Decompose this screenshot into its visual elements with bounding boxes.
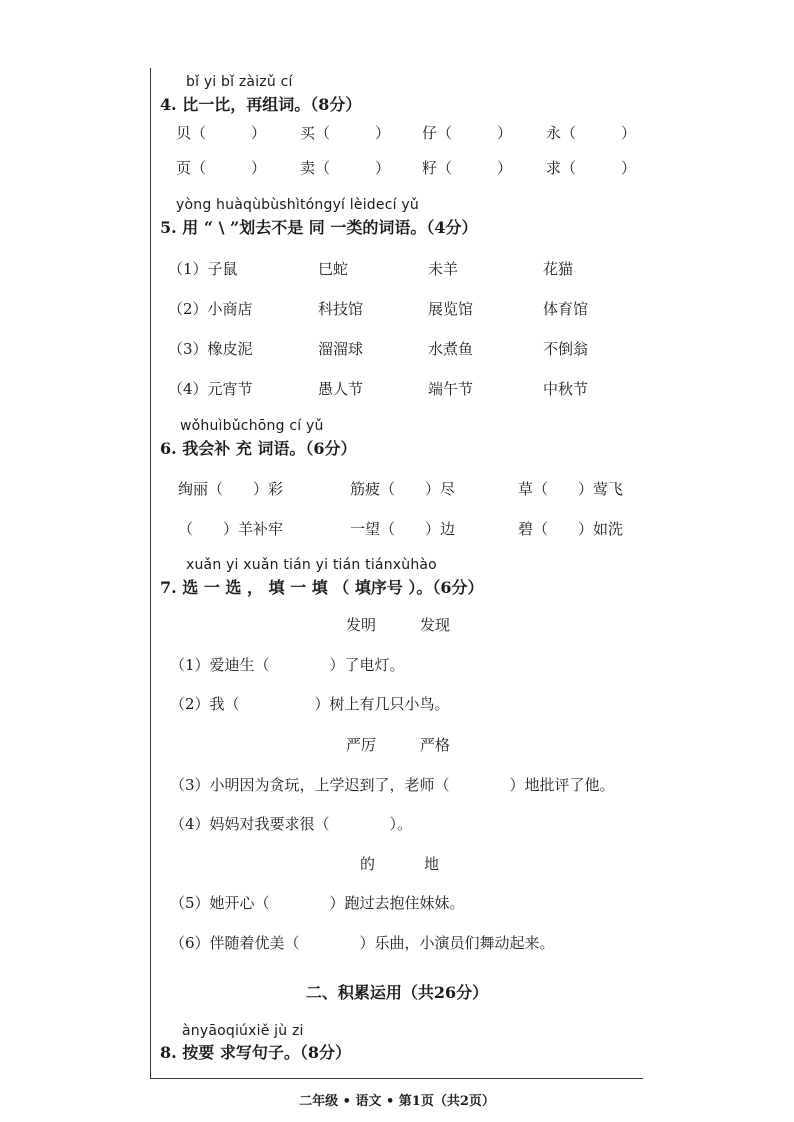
- q4-item[interactable]: 贝（ ）: [176, 124, 267, 142]
- q6-item[interactable]: 一望（ ）边: [350, 520, 456, 538]
- q7-pinyin: xuǎn yi xuǎn tián yi tián tiánxùhào: [186, 557, 437, 573]
- q7-item-1[interactable]: （1）爱迪生（ ）了电灯。: [170, 656, 405, 674]
- word-option: 的: [360, 855, 376, 873]
- q5-word[interactable]: 中秋节: [543, 380, 589, 398]
- q5-word[interactable]: 不倒翁: [543, 340, 589, 358]
- q6-pinyin: wǒhuìbǔchōng cí yǔ: [180, 418, 324, 434]
- q5-word[interactable]: （1）子鼠: [168, 260, 238, 278]
- q7-item-2[interactable]: （2）我（ ）树上有几只小鸟。: [170, 695, 450, 713]
- page-footer: 二年级 • 语文 • 第1页（共2页）: [299, 1094, 495, 1109]
- q4-item[interactable]: 求（ ）: [546, 159, 637, 177]
- q7-item-5[interactable]: （5）她开心（ ）跑过去抱住妹妹。: [170, 894, 465, 912]
- q6-item[interactable]: 绚丽（ ）彩: [178, 480, 284, 498]
- word-option: 严厉: [346, 736, 377, 754]
- q7-item-3[interactable]: （3）小明因为贪玩，上学迟到了，老师（ ）地批评了他。: [170, 776, 615, 794]
- q6-item[interactable]: （ ）羊补牢: [178, 520, 284, 538]
- q4-title: 4. 比一比，再组词。（8分）: [160, 95, 362, 114]
- q6-item[interactable]: 碧（ ）如洗: [518, 520, 624, 538]
- q7-item-6[interactable]: （6）伴随着优美（ ）乐曲，小演员们舞动起来。: [170, 934, 555, 952]
- q5-title: 5. 用 “ \ ”划去不是 同 一类的词语。（4分）: [160, 218, 478, 237]
- q5-word[interactable]: 溜溜球: [318, 340, 364, 358]
- q6-title: 6. 我会补 充 词语。（6分）: [160, 439, 357, 458]
- q4-item[interactable]: 页（ ）: [176, 159, 267, 177]
- q5-pinyin: yòng huàqùbùshìtóngyí lèidecí yǔ: [176, 197, 419, 213]
- q4-item[interactable]: 永（ ）: [546, 124, 637, 142]
- q6-item[interactable]: 筋疲（ ）尽: [350, 480, 456, 498]
- q6-item[interactable]: 草（ ）莺飞: [518, 480, 624, 498]
- q5-word[interactable]: 花猫: [543, 260, 574, 278]
- q4-item[interactable]: 买（ ）: [300, 124, 391, 142]
- q4-item[interactable]: 籽（ ）: [422, 159, 513, 177]
- q8-pinyin: ànyāoqiúxiě jù zi: [182, 1023, 304, 1039]
- q4-item[interactable]: 卖（ ）: [300, 159, 391, 177]
- word-option: 发现: [420, 616, 451, 634]
- q5-word[interactable]: 水煮鱼: [428, 340, 474, 358]
- q5-word[interactable]: 未羊: [428, 260, 459, 278]
- q4-item[interactable]: 仔（ ）: [422, 124, 513, 142]
- q5-word[interactable]: （2）小商店: [168, 300, 253, 318]
- word-option: 严格: [420, 736, 451, 754]
- q5-word[interactable]: （4）元宵节: [168, 380, 253, 398]
- q7-title: 7. 选 一 选 ， 填 一 填 （ 填序号 ）。（6分）: [160, 578, 484, 597]
- q5-word[interactable]: 端午节: [428, 380, 474, 398]
- q5-word[interactable]: 愚人节: [318, 380, 364, 398]
- q4-pinyin: bǐ yi bǐ zàizǔ cí: [186, 74, 293, 90]
- word-option: 发明: [346, 616, 377, 634]
- word-option: 地: [424, 855, 440, 873]
- q5-word[interactable]: 巳蛇: [318, 260, 349, 278]
- q7-item-4[interactable]: （4）妈妈对我要求很（ ）。: [170, 815, 413, 833]
- q5-word[interactable]: （3）橡皮泥: [168, 340, 253, 358]
- q8-title: 8. 按要 求写句子。（8分）: [160, 1043, 351, 1062]
- q5-word[interactable]: 科技馆: [318, 300, 364, 318]
- q5-word[interactable]: 展览馆: [428, 300, 474, 318]
- q5-word[interactable]: 体育馆: [543, 300, 589, 318]
- section-title: 二、积累运用（共26分）: [305, 983, 489, 1002]
